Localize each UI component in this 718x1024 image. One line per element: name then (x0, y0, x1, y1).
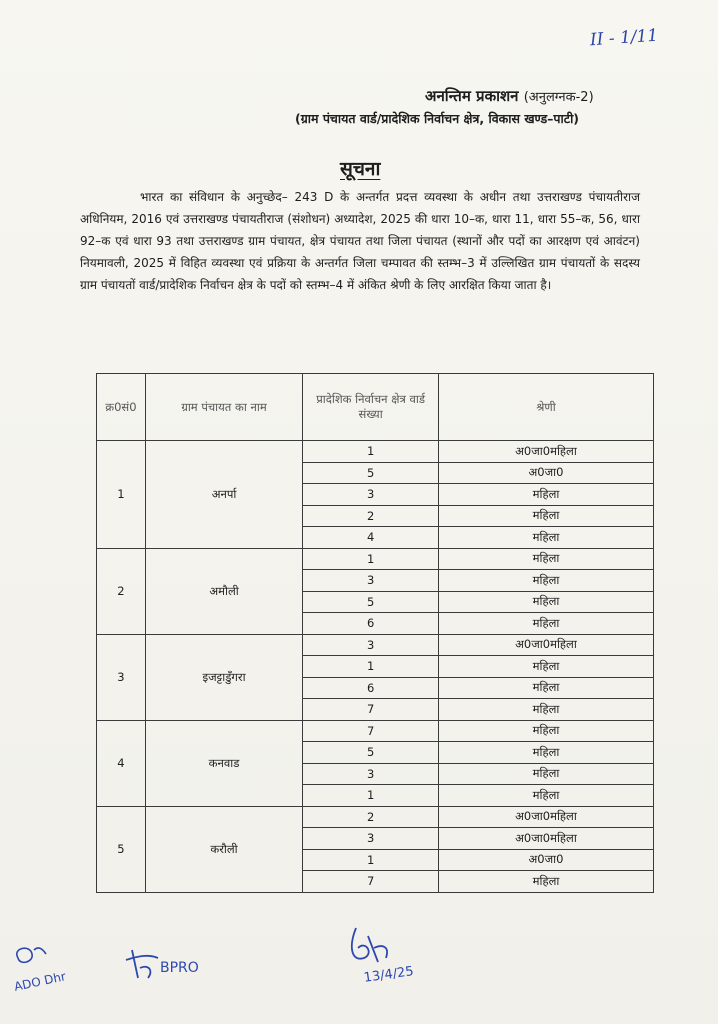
table-row (97, 806, 654, 828)
ward-number-cell: 3 (303, 484, 439, 506)
header-category: श्रेणी (438, 374, 653, 441)
table-body (97, 441, 654, 893)
table-row (97, 548, 654, 570)
category-cell: महिला (438, 505, 653, 527)
category-cell: महिला (438, 527, 653, 549)
ward-number-cell: 1 (303, 548, 439, 570)
category-cell: महिला (438, 720, 653, 742)
handwritten-date: 13/4/25 (362, 964, 415, 986)
ward-number-cell: 4 (303, 527, 439, 549)
category-cell: महिला (438, 484, 653, 506)
ward-number-cell: 1 (303, 656, 439, 678)
ward-number-cell: 7 (303, 699, 439, 721)
serial-cell: 3 (97, 634, 146, 720)
category-cell: महिला (438, 763, 653, 785)
ward-number-cell: 1 (303, 785, 439, 807)
notice-heading: सूचना (340, 158, 381, 180)
category-cell: महिला (438, 742, 653, 764)
serial-cell: 5 (97, 806, 146, 892)
ward-number-cell: 5 (303, 591, 439, 613)
handwritten-signature-bpro (118, 938, 228, 988)
header-serial: क्र0सं0 (97, 374, 146, 441)
handwritten-middle-note: BPRO (160, 960, 199, 976)
serial-cell: 1 (97, 441, 146, 549)
ward-number-cell: 1 (303, 441, 439, 463)
ward-number-cell: 7 (303, 871, 439, 893)
category-cell: महिला (438, 548, 653, 570)
handwritten-signature-right (338, 918, 428, 998)
category-cell: अ0जा0महिला (438, 441, 653, 463)
category-cell: महिला (438, 656, 653, 678)
ward-number-cell: 6 (303, 677, 439, 699)
handwritten-page-number: II - 1/11 (589, 25, 659, 51)
panchayat-name-cell: इजट्टाडुँगरा (145, 634, 303, 720)
category-cell: महिला (438, 677, 653, 699)
category-cell: अ0जा0 (438, 849, 653, 871)
table-row (97, 634, 654, 656)
header-ward: प्रादेशिक निर्वाचन क्षेत्र वार्ड संख्या (303, 374, 439, 441)
category-cell: महिला (438, 613, 653, 635)
table-header-row (97, 374, 654, 441)
reservation-table (96, 373, 654, 893)
annexure-label: (अनुलग्नक-2) (523, 90, 594, 105)
ward-number-cell: 5 (303, 742, 439, 764)
title-text: अनन्तिम प्रकाशन (425, 87, 519, 105)
ward-number-cell: 6 (303, 613, 439, 635)
document-subtitle: (ग्राम पंचायत वार्ड/प्रादेशिक निर्वाचन क्षेत्र, विकास खण्ड–पाटी) (295, 111, 580, 126)
serial-cell: 4 (97, 720, 146, 806)
document-title (425, 86, 594, 106)
panchayat-name-cell: अनर्पा (145, 441, 303, 549)
ward-number-cell: 7 (303, 720, 439, 742)
category-cell: महिला (438, 570, 653, 592)
header-panchayat: ग्राम पंचायत का नाम (145, 374, 303, 441)
ward-number-cell: 3 (303, 634, 439, 656)
serial-cell: 2 (97, 548, 146, 634)
ward-number-cell: 1 (303, 849, 439, 871)
panchayat-name-cell: कनवाड (145, 720, 303, 806)
ward-number-cell: 5 (303, 462, 439, 484)
handwritten-initials-left (8, 938, 86, 1008)
ward-number-cell: 3 (303, 570, 439, 592)
handwritten-left-note: ADO Dhr (12, 969, 68, 994)
category-cell: अ0जा0महिला (438, 806, 653, 828)
category-cell: महिला (438, 871, 653, 893)
table-row (97, 720, 654, 742)
category-cell: महिला (438, 591, 653, 613)
category-cell: महिला (438, 699, 653, 721)
category-cell: महिला (438, 785, 653, 807)
category-cell: अ0जा0महिला (438, 634, 653, 656)
category-cell: अ0जा0 (438, 462, 653, 484)
panchayat-name-cell: करौली (145, 806, 303, 892)
ward-number-cell: 3 (303, 828, 439, 850)
ward-number-cell: 2 (303, 505, 439, 527)
table-row (97, 441, 654, 463)
panchayat-name-cell: अमौली (145, 548, 303, 634)
notice-body: भारत का संविधान के अनुच्छेद– 243 D के अन्तर्गत प्रदत्त व्यवस्था के अधीन तथा उत्तराखण्ड पंचायतीराज अधिनियम, 2016 एवं उत्तराखण्ड पंचायतीराज (संशोधन) अध्यादेश, 2025 की धारा 10–क, धारा 11, धारा 55–क, 56, धारा 92–क एवं धारा 93 तथा उत्तराखण्ड ग्राम पंचायत, क्षेत्र पंचायत तथा जिला पंचायत (स्थानों और पदों का आरक्षण एवं आवंटन) नियमावली, 2025 में विहित व्यवस्था एवं प्रक्रिया के अन्तर्गत जिला चम्पावत की स्तम्भ–3 में उल्लिखित ग्राम पंचायतों के सदस्य ग्राम पंचायतों वार्ड/प्रादेशिक निर्वाचन क्षेत्र के पदों को स्तम्भ–4 में अंकित श्रेणी के लिए आरक्षित किया जाता है। (80, 190, 640, 292)
ward-number-cell: 3 (303, 763, 439, 785)
category-cell: अ0जा0महिला (438, 828, 653, 850)
ward-number-cell: 2 (303, 806, 439, 828)
